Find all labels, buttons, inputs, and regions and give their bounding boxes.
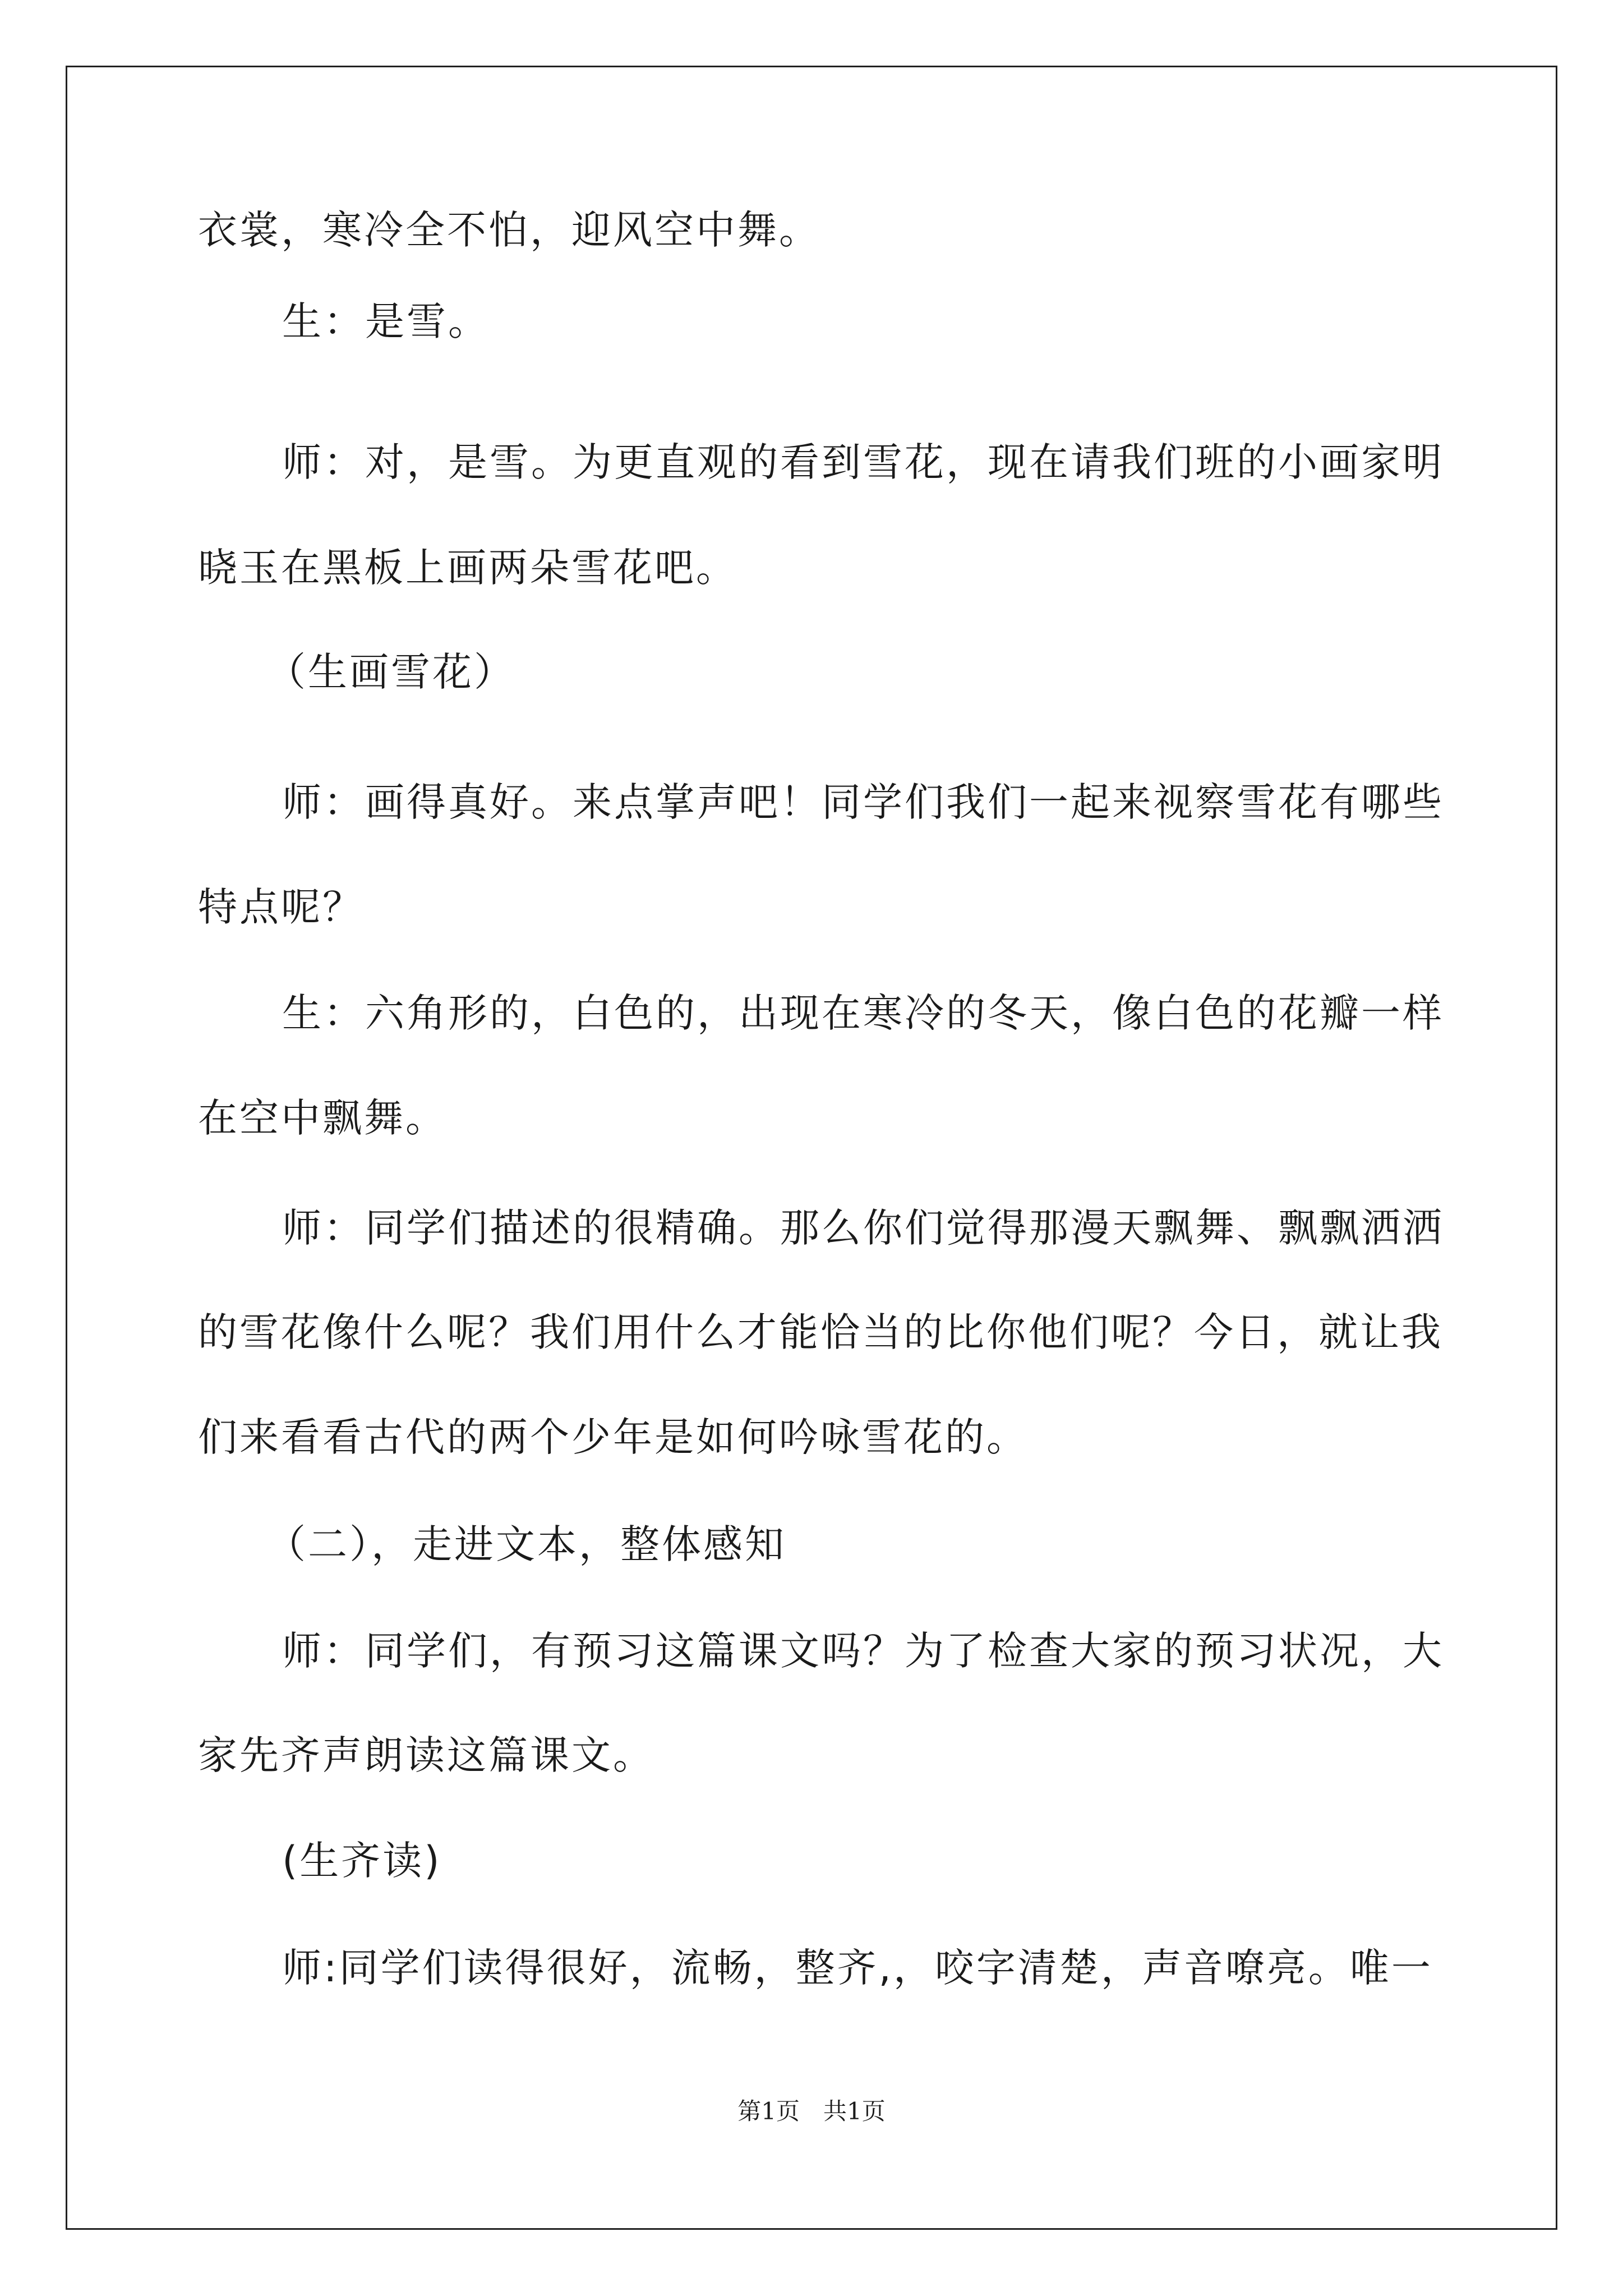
paragraph-line: 在空中飘舞。 bbox=[198, 1095, 447, 1141]
paragraph-line: 生：六角形的，白色的，出现在寒冷的冬天，像白色的花瓣一样 bbox=[282, 990, 1444, 1036]
paragraph-line: 生：是雪。 bbox=[282, 298, 490, 344]
page-footer: 第1页 共1页 bbox=[737, 2097, 886, 2125]
paragraph-line: 师：画得真好。来点掌声吧！同学们我们一起来视察雪花有哪些 bbox=[282, 779, 1444, 825]
paragraph-line: （生画雪花） bbox=[266, 649, 515, 695]
paragraph-line: 特点呢？ bbox=[198, 884, 364, 930]
paragraph-line: 家先齐声朗读这篇课文。 bbox=[198, 1732, 654, 1778]
paragraph-line: （二），走进文本，整体感知 bbox=[266, 1521, 786, 1567]
paragraph-line: (生齐读) bbox=[282, 1838, 442, 1884]
page-border bbox=[66, 66, 1557, 2230]
paragraph-line: 晓玉在黑板上画两朵雪花吧。 bbox=[198, 545, 737, 591]
paragraph-line: 师:同学们读得很好，流畅，整齐,，咬字清楚，声音嘹亮。唯一 bbox=[282, 1945, 1433, 1991]
paragraph-line: 师：同学们描述的很精确。那么你们觉得那漫天飘舞、飘飘洒洒 bbox=[282, 1205, 1444, 1251]
paragraph-line: 的雪花像什么呢？我们用什么才能恰当的比你他们呢？今日，就让我 bbox=[198, 1309, 1443, 1355]
paragraph-line: 衣裳，寒冷全不怕，迎风空中舞。 bbox=[198, 207, 820, 253]
paragraph-line: 师：同学们，有预习这篇课文吗？为了检查大家的预习状况，大 bbox=[282, 1628, 1444, 1674]
paragraph-line: 们来看看古代的两个少年是如何吟咏雪花的。 bbox=[198, 1414, 1028, 1460]
paragraph-line: 师：对，是雪。为更直观的看到雪花，现在请我们班的小画家明 bbox=[282, 439, 1444, 485]
